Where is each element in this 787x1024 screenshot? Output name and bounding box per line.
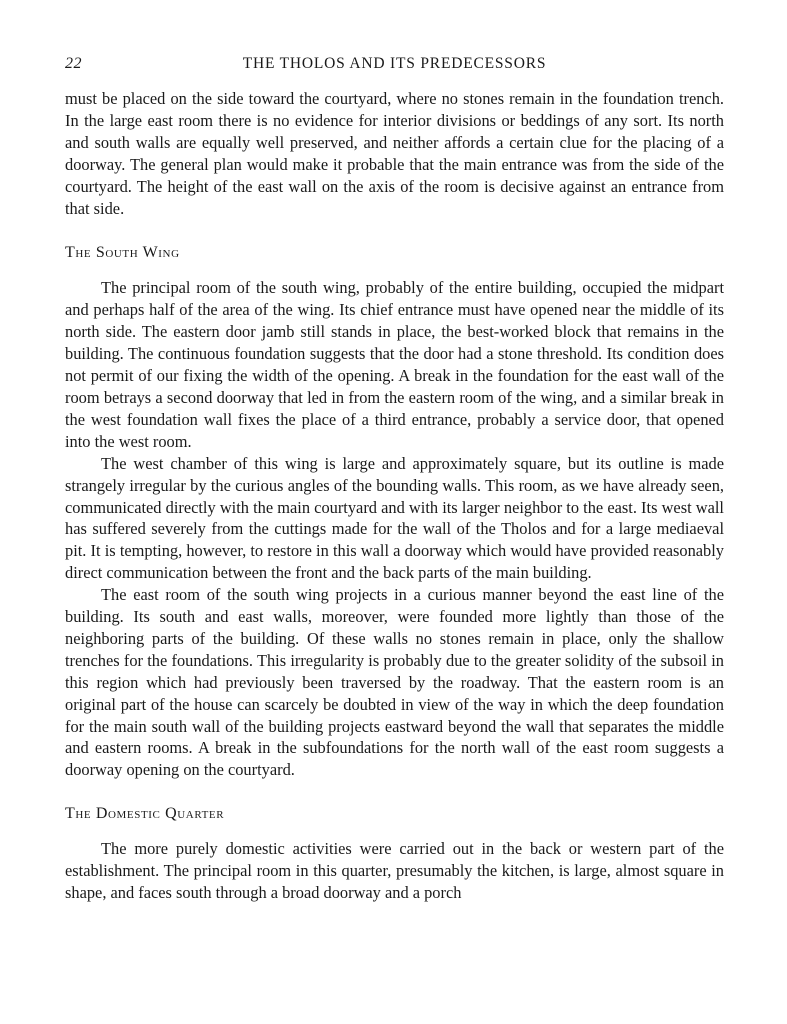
south-wing-paragraph-3: The east room of the south wing projects in a curious manner beyond the east line of the building. Its south and east walls, moreover, were founded more lightly than those of the neighboring parts of the building. Of these walls no stones remain in place, only the shallow trenches for the foundations. This irregularity is probably due to the greater solidity of the subsoil in this region which had previously been traversed by the roadway. That the eastern room is an original part of the house can scarcely be doubted in view of the way in which the deep foundation for the main south wall of the building projects eastward beyond the wall that separates the middle and eastern rooms. A break in the subfoundations for the north wall of the east room suggests a doorway opening on the courtyard. <box>65 585 724 780</box>
south-wing-paragraph-1: The principal room of the south wing, probably of the entire building, occupied the midpart and perhaps half of the area of the wing. Its chief entrance must have opened near the middle of its north side. The eastern door jamb still stands in place, the best-worked block that remains in the building. The continuous foundation suggests that the door had a stone threshold. Its condition does not permit of our fixing the width of the opening. A break in the foundation for the east wall of the room betrays a second doorway that led in from the eastern room of the wing, and a similar break in the west foundation wall fixes the place of a third entrance, probably a service door, that opened into the west room. <box>65 278 724 451</box>
running-title: THE THOLOS AND ITS PREDECESSORS <box>242 55 547 72</box>
domestic-quarter-paragraph-1: The more purely domestic activities were carried out in the back or western part of the establishment. The principal room in this quarter, presumably the kitchen, is large, almost square in shape, and faces south through a broad doorway and a porch <box>65 839 724 903</box>
section-heading-domestic-quarter: The Domestic Quarter <box>65 805 225 823</box>
running-head <box>65 52 724 76</box>
section-heading-south-wing: The South Wing <box>65 244 180 262</box>
body-text <box>65 88 724 904</box>
document-page <box>65 52 724 904</box>
south-wing-paragraph-2: The west chamber of this wing is large and approximately square, but its outline is made strangely irregular by the curious angles of the bounding walls. This room, as we have already seen, communicated directly with the main courtyard and with its larger neighbor to the east. Its west wall has suffered severely from the cuttings made for the wall of the Tholos and for a large mediaeval pit. It is tempting, however, to restore in this wall a doorway which would have provided reasonably direct communication between the front and the back parts of the main building. <box>65 453 724 583</box>
intro-paragraph: must be placed on the side toward the courtyard, where no stones remain in the foundation trench. In the large east room there is no evidence for interior divisions or beddings of any sort. Its north and south walls are equally well preserved, and neither affords a certain clue for the placing of a doorway. The general plan would make it probable that the main entrance was from the side of the courtyard. The height of the east wall on the axis of the room is decisive against an entrance from that side. <box>65 89 724 218</box>
page-number: 22 <box>65 55 82 72</box>
